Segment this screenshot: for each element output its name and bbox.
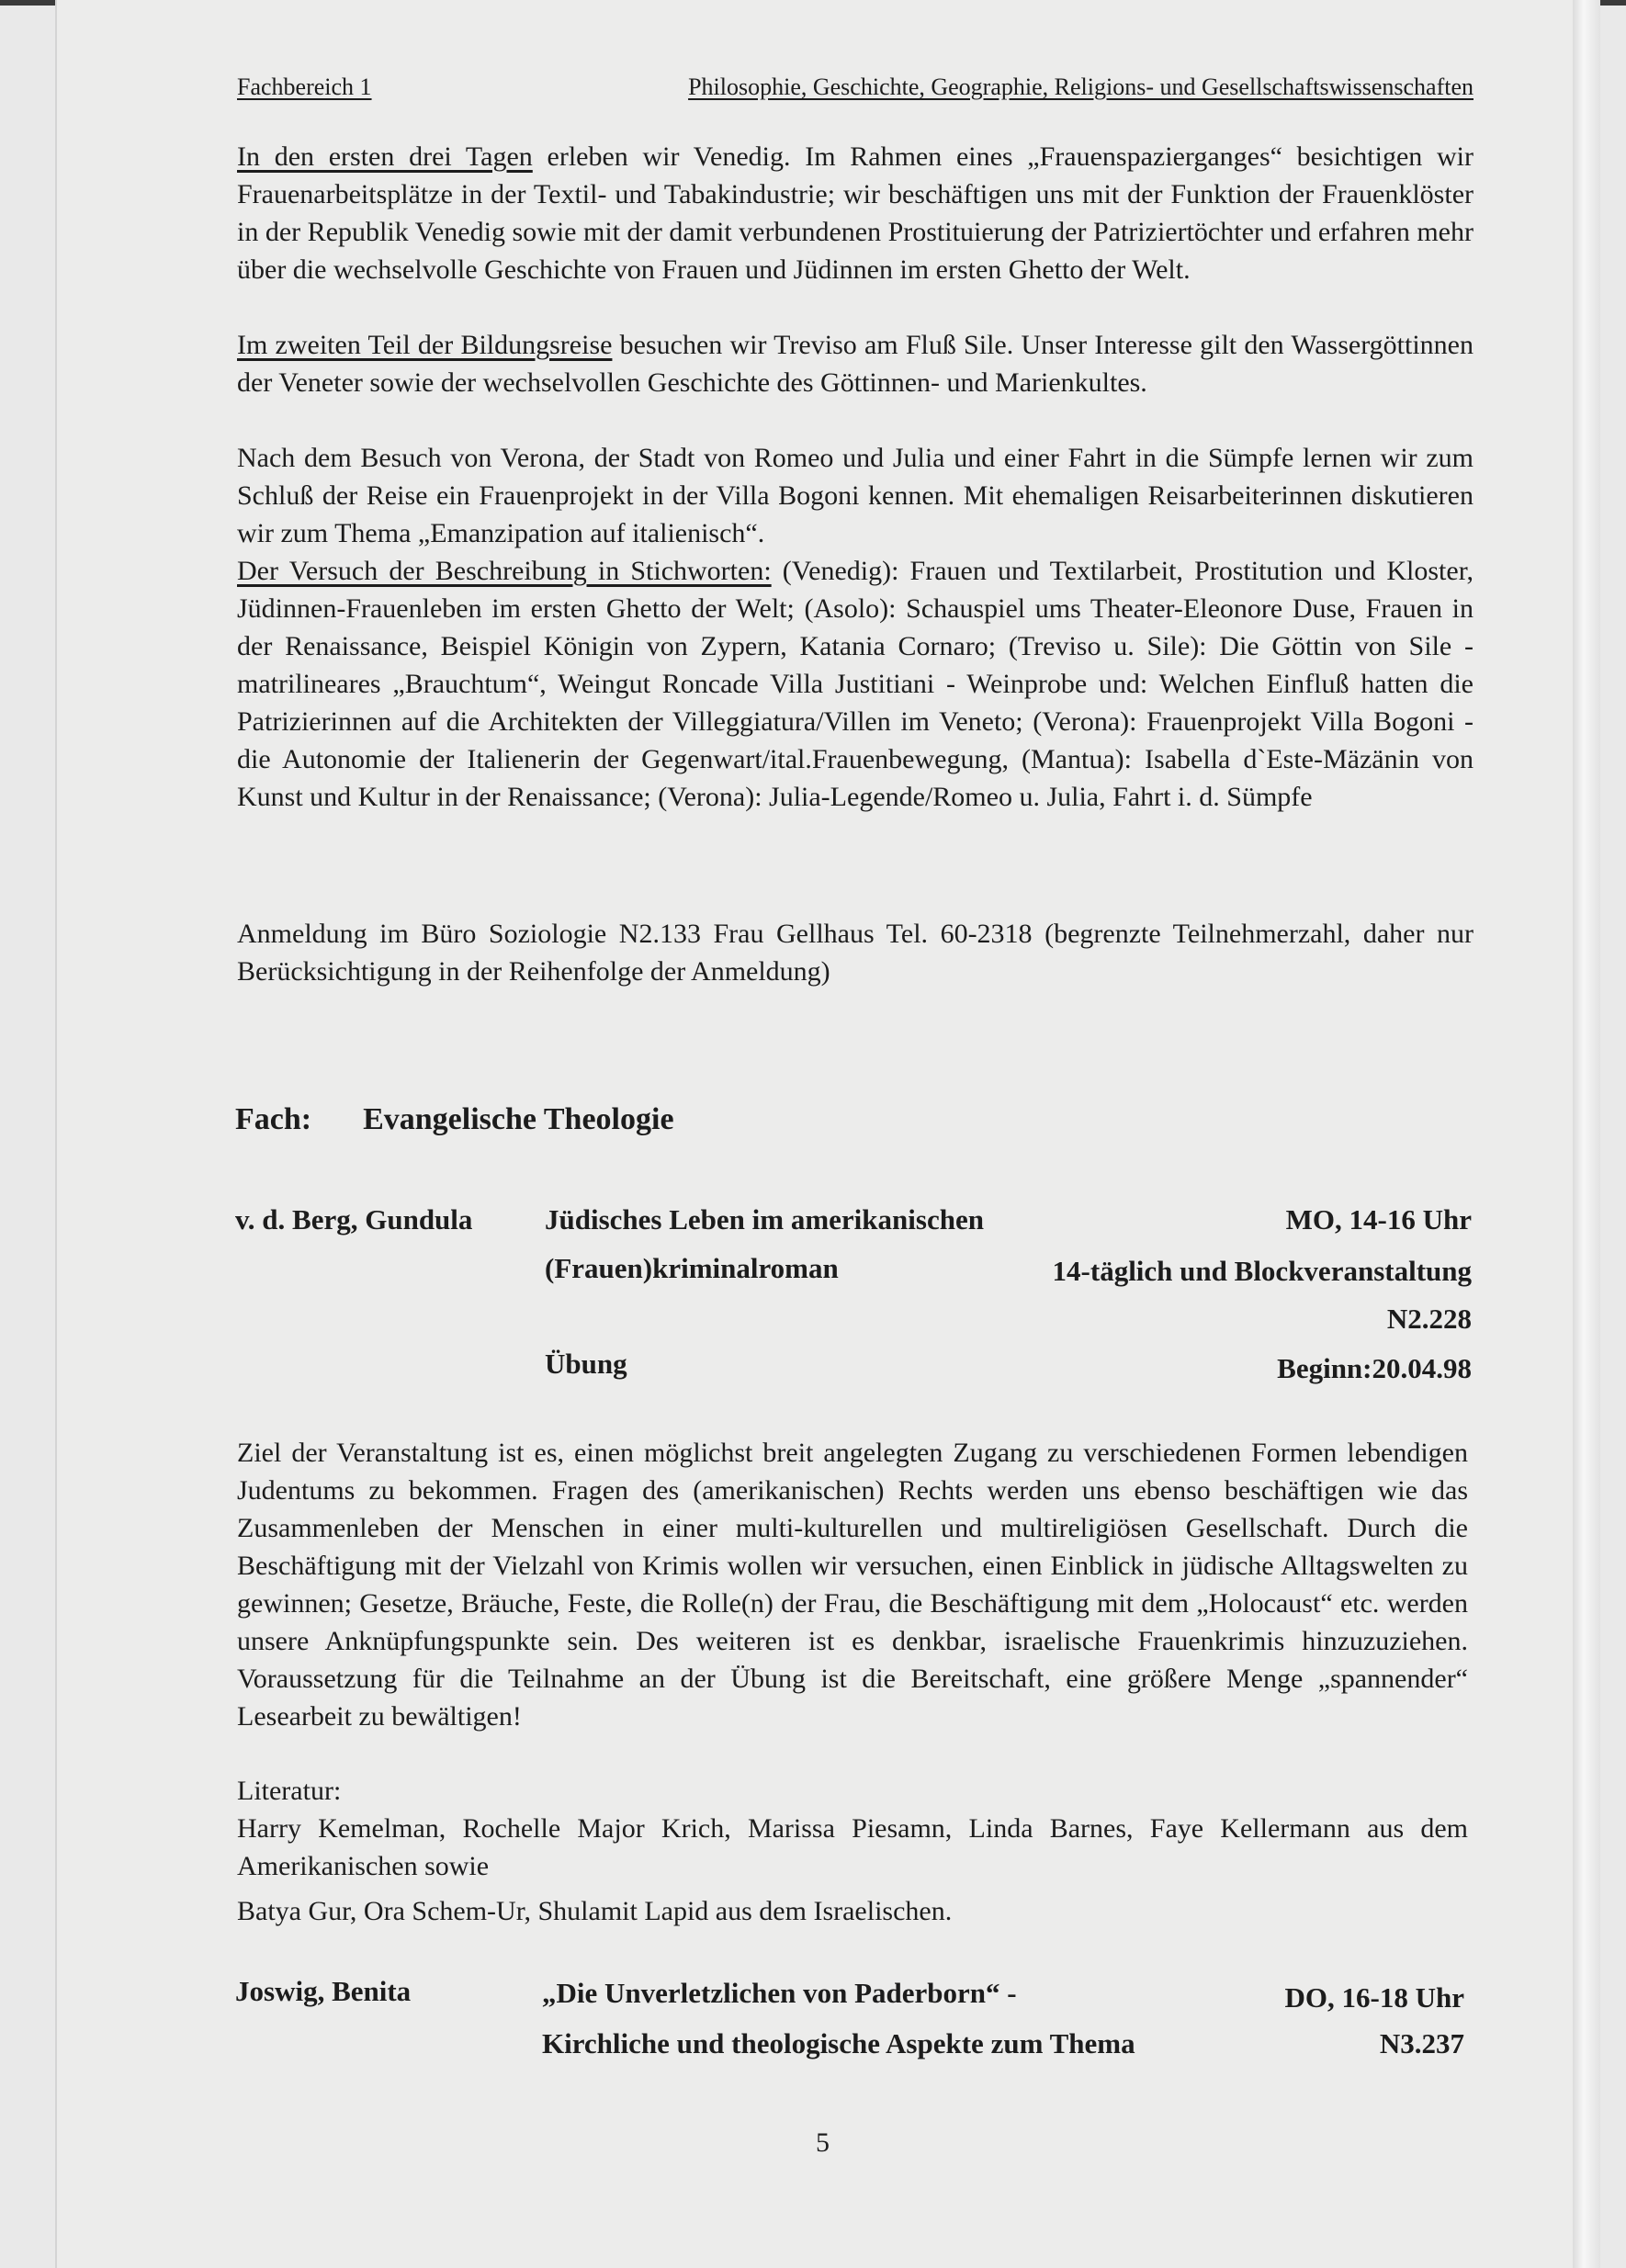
course2-lecturer: Joswig, Benita [235,1975,412,2007]
fach-heading [235,1102,674,1137]
page-header [237,73,1474,101]
course2-title-line2: Kirchliche und theologische Aspekte zum Thema [542,2027,1135,2059]
course1-description [237,1434,1468,1735]
course1-lit1: Harry Kemelman, Rochelle Major Krich, Marissa Piesamn, Linda Barnes, Faye Kellermann aus dem Amerikanischen sowie [237,1813,1468,1881]
course2-room: N3.237 [1379,2027,1464,2059]
course1-schedule: 14-täglich und Blockveranstaltung [1052,1255,1472,1287]
anmeldung-paragraph [237,915,1474,990]
course1-time: MO, 14-16 Uhr [1285,1203,1472,1236]
anmeldung-text: Anmeldung im Büro Soziologie N2.133 Frau Gellhaus Tel. 60-2318 (begrenzte Teilnehmerzahl, daher nur Berücksichtigung in der Reihenfolge der Anmeldung) [237,919,1474,987]
header-department: Fachbereich 1 [237,73,372,100]
fach-label: Fach: [235,1102,312,1136]
venedig-p3-text: Nach dem Besuch von Verona, der Stadt von Romeo und Julia und einer Fahrt in die Sümpfe lernen wir zum Schluß der Reise ein Frauenprojekt in der Villa Bogoni kennen. Mit ehemaligen Reisarbeiterinnen diskutieren wir zum Thema „Emanzipation auf italienisch“. [237,443,1474,548]
venedig-p1-lead: In den ersten drei Tagen [237,141,533,172]
venedig-p2-lead: Im zweiten Teil der Bildungsreise [237,330,613,360]
course1-description-text: Ziel der Veranstaltung ist es, einen möglichst breit angelegten Zugang zu verschiedenen Formen lebendigen Judentums zu bekommen. Fragen des (amerikanischen) Rechts werden uns ebenso beschäftigen wie das Zusammenleben der Menschen in einer multi-kulturellen und multireligiösen Gesellschaft. Durch die Beschäftigung mit der Vielzahl von Krimis wollen wir versuchen, einen Einblick in jüdische Alltagswelten zu gewinnen; Gesetze, Bräuche, Feste, die Rolle(n) der Frau, die Beschäftigung mit dem „Holocaust“ etc. werden unsere Anknüpfungspunkte sein. Des weiteren ist es denkbar, israelische Frauenkrimis hinzuzuziehen. Voraussetzung für die Teilnahme an der Übung ist die Bereitschaft, eine größere Menge „spannender“ Lesearbeit zu bewältigen! [237,1438,1468,1732]
fach-name: Evangelische Theologie [363,1102,674,1136]
course1-type: Übung [545,1348,627,1380]
course1-lecturer: v. d. Berg, Gundula [235,1203,473,1236]
header-subjects: Philosophie, Geschichte, Geographie, Religions- und Gesellschaftswissenschaften [688,73,1474,100]
course1-title-line1: Jüdisches Leben im amerikanischen [545,1203,984,1236]
venedig-p4-text: (Venedig): Frauen und Textilarbeit, Prostitution und Kloster, Jüdinnen-Frauenleben im ersten Ghetto der Welt; (Asolo): Schauspiel ums Theater-Eleonore Duse, Frauen in der Renaissance, Beispiel Königin von Zypern, Katania Cornaro; (Treviso u. Sile): Die Göttin von Sile - matrilineares „Brauchtum“, Weingut Roncade Villa Justitiani - Weinprobe und: Welchen Einfluß hatten die Patrizierinnen auf die Architekten der Villeggiatura/Villen im Veneto; (Verona): Frauenprojekt Villa Bogoni - die Autonomie der Italienerin der Gegenwart/ital.Frauenbewegung, (Mantua): Isabella d`Este-Mäzänin von Kunst und Kultur in der Renaissance; (Verona): Julia-Legende/Romeo u. Julia, Fahrt i. d. Sümpfe [237,556,1474,812]
course2-time: DO, 16-18 Uhr [1284,1981,1464,2014]
course1-lit-label: Literatur: [237,1776,342,1806]
venedig-p4-lead: Der Versuch der Beschreibung in Stichworten: [237,556,772,586]
venedig-paragraph-2 [237,326,1474,401]
course1-title-line2: (Frauen)kriminalroman [545,1252,839,1284]
course1-lit2: Batya Gur, Ora Schem-Ur, Shulamit Lapid aus dem Israelischen. [237,1896,953,1926]
venedig-paragraph-3 [237,439,1474,552]
venedig-paragraph-1 [237,138,1474,288]
page-number: 5 [816,2127,830,2158]
page-edge [1573,0,1600,2268]
venedig-p1-text: erleben wir Venedig. Im Rahmen eines „Frauenspazierganges“ besichtigen wir Frauenarbeitsplätze in der Textil- und Tabakindustrie; wir beschäftigen uns mit der Funktion der Frauenklöster in der Republik Venedig sowie mit der damit verbundenen Prostituierung der Patriziertöchter und erfahren mehr über die wechselvolle Geschichte von Frauen und Jüdinnen im ersten Ghetto der Welt. [237,141,1474,285]
course1-start: Beginn:20.04.98 [1277,1352,1472,1384]
course2-title-line1: „Die Unverletzlichen von Paderborn“ - [542,1977,1017,2009]
venedig-paragraph-4 [237,552,1474,816]
course1-room: N2.228 [1386,1303,1472,1335]
venedig-p2-text: besuchen wir Treviso am Fluß Sile. Unser Interesse gilt den Wassergöttinnen der Veneter sowie der wechselvollen Geschichte des Göttinnen- und Marienkultes. [237,330,1474,398]
